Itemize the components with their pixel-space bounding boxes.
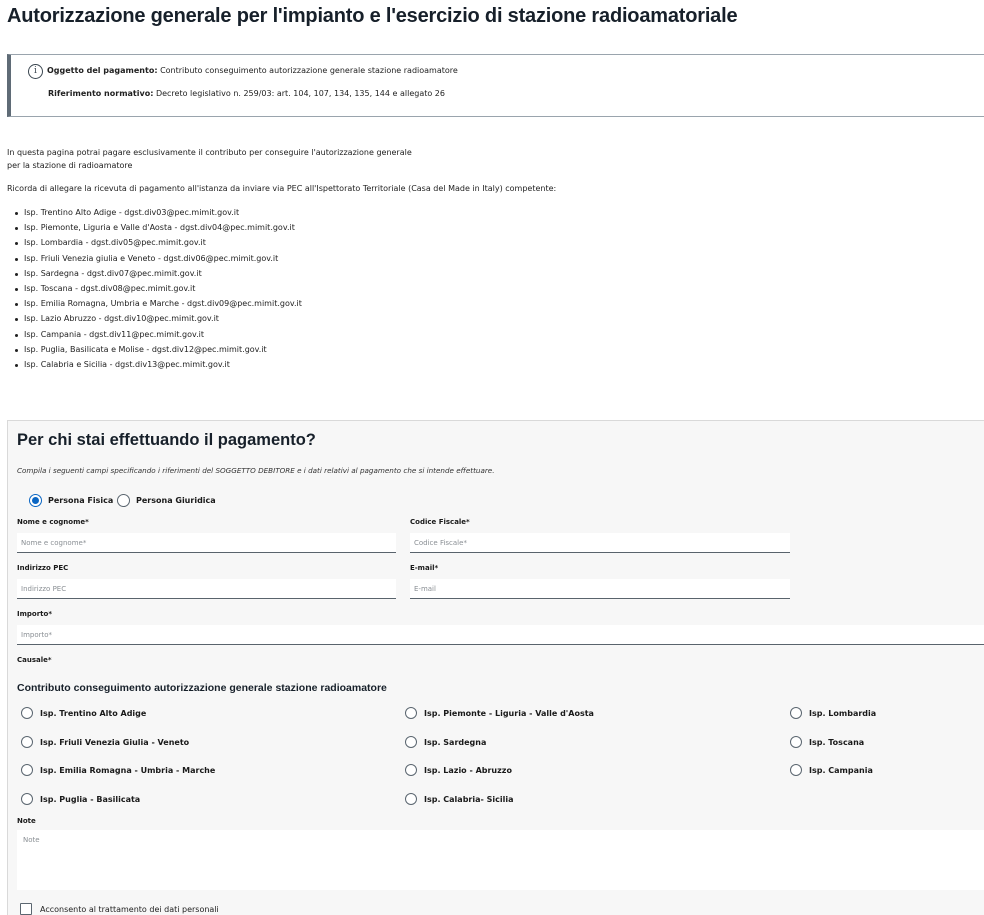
radio-unselected-icon[interactable] [790, 707, 802, 719]
intro-line-1: In questa pagina potrai pagare esclusivamente il contributo per conseguire l'autorizzazione generale [7, 148, 412, 157]
form-title: Per chi stai effettuando il pagamento? [17, 431, 316, 449]
email-input[interactable] [410, 579, 790, 599]
radio-isp-sardegna[interactable] [405, 736, 486, 748]
nome-label: Nome e cognome* [17, 518, 89, 526]
legal-reference-label: Riferimento normativo: [48, 89, 154, 98]
radio-unselected-icon[interactable] [405, 793, 417, 805]
radio-persona-fisica[interactable] [29, 494, 113, 507]
importo-label: Importo* [17, 610, 52, 618]
office-item: Isp. Piemonte, Liguria e Valle d'Aosta - dgst.div04@pec.mimit.gov.it [14, 221, 302, 236]
isp-option-label: Isp. Toscana [809, 737, 865, 747]
office-item: Isp. Lombardia - dgst.div05@pec.mimit.gov.it [14, 236, 302, 251]
info-icon: i [28, 64, 43, 79]
causale-title: Contributo conseguimento autorizzazione generale stazione radioamatore [17, 682, 387, 694]
radio-unselected-icon[interactable] [790, 764, 802, 776]
office-item: Isp. Puglia, Basilicata e Molise - dgst.div12@pec.mimit.gov.it [14, 343, 302, 358]
radio-isp-emilia[interactable] [21, 764, 215, 776]
form-instructions: Compila i seguenti campi specificando i riferimenti del SOGGETTO DEBITORE e i dati relativi al pagamento che si intende effettuare. [17, 466, 495, 475]
radio-isp-toscana[interactable] [790, 736, 864, 748]
isp-option-label: Isp. Trentino Alto Adige [40, 708, 147, 718]
legal-reference [48, 89, 445, 98]
radio-isp-calabria[interactable] [405, 793, 514, 805]
radio-persona-giuridica-label: Persona Giuridica [136, 496, 216, 505]
office-item: Isp. Friuli Venezia giulia e Veneto - dgst.div06@pec.mimit.gov.it [14, 252, 302, 267]
page-title: Autorizzazione generale per l'impianto e l'esercizio di stazione radioamatoriale [7, 5, 738, 27]
payment-subject-label: Oggetto del pagamento: [47, 66, 158, 75]
codice-fiscale-label: Codice Fiscale* [410, 518, 470, 526]
note-label: Note [17, 817, 36, 825]
pec-label: Indirizzo PEC [17, 564, 69, 572]
radio-unselected-icon[interactable] [405, 764, 417, 776]
isp-option-label: Isp. Friuli Venezia Giulia - Veneto [40, 737, 190, 747]
radio-unselected-icon[interactable] [790, 736, 802, 748]
radio-unselected-icon[interactable] [21, 764, 33, 776]
radio-isp-puglia[interactable] [21, 793, 140, 805]
codice-fiscale-input[interactable] [410, 533, 790, 553]
causale-label: Causale* [17, 656, 52, 664]
radio-isp-lazio[interactable] [405, 764, 512, 776]
radio-unselected-icon[interactable] [117, 494, 130, 507]
isp-option-label: Isp. Lombardia [809, 708, 877, 718]
radio-persona-giuridica[interactable] [117, 494, 216, 507]
importo-input[interactable] [17, 625, 984, 645]
office-item: Isp. Campania - dgst.div11@pec.mimit.gov.it [14, 328, 302, 343]
office-item: Isp. Toscana - dgst.div08@pec.mimit.gov.it [14, 282, 302, 297]
reminder-text: Ricorda di allegare la ricevuta di pagamento all'istanza da inviare via PEC all'Ispettorato Territoriale (Casa del Made in Italy) competente: [7, 184, 557, 193]
radio-unselected-icon[interactable] [405, 736, 417, 748]
radio-unselected-icon[interactable] [21, 793, 33, 805]
payment-subject-value: Contributo conseguimento autorizzazione generale stazione radioamatore [160, 66, 458, 75]
isp-option-label: Isp. Sardegna [424, 737, 487, 747]
office-item: Isp. Emilia Romagna, Umbria e Marche - dgst.div09@pec.mimit.gov.it [14, 297, 302, 312]
radio-unselected-icon[interactable] [21, 707, 33, 719]
isp-option-label: Isp. Puglia - Basilicata [40, 794, 141, 804]
radio-isp-friuli[interactable] [21, 736, 189, 748]
radio-isp-campania[interactable] [790, 764, 873, 776]
payer-form-panel [7, 420, 984, 915]
isp-option-label: Isp. Emilia Romagna - Umbria - Marche [40, 765, 216, 775]
radio-selected-icon[interactable] [29, 494, 42, 507]
pec-input[interactable] [17, 579, 396, 599]
radio-isp-trentino[interactable] [21, 707, 146, 719]
consent-label: Acconsento al trattamento dei dati personali [40, 904, 219, 914]
payment-subject [47, 66, 458, 75]
consent-checkbox-row[interactable] [20, 903, 219, 915]
office-item: Isp. Lazio Abruzzo - dgst.div10@pec.mimit.gov.it [14, 312, 302, 327]
radio-persona-fisica-label: Persona Fisica [48, 496, 114, 505]
intro-line-2: per la stazione di radioamatore [7, 161, 133, 170]
radio-isp-piemonte[interactable] [405, 707, 594, 719]
payment-info-box [7, 54, 984, 117]
isp-option-label: Isp. Piemonte - Liguria - Valle d'Aosta [424, 708, 594, 718]
note-textarea[interactable] [17, 830, 984, 890]
intro-text [7, 146, 412, 172]
isp-option-label: Isp. Campania [809, 765, 873, 775]
radio-isp-lombardia[interactable] [790, 707, 876, 719]
email-label: E-mail* [410, 564, 439, 572]
office-item: Isp. Sardegna - dgst.div07@pec.mimit.gov.it [14, 267, 302, 282]
nome-cognome-input[interactable] [17, 533, 396, 553]
isp-option-label: Isp. Lazio - Abruzzo [424, 765, 512, 775]
radio-unselected-icon[interactable] [21, 736, 33, 748]
office-item: Isp. Trentino Alto Adige - dgst.div03@pec.mimit.gov.it [14, 206, 302, 221]
office-list [14, 206, 302, 373]
isp-option-label: Isp. Calabria- Sicilia [424, 794, 514, 804]
radio-unselected-icon[interactable] [405, 707, 417, 719]
legal-reference-value: Decreto legislativo n. 259/03: art. 104, 107, 134, 135, 144 e allegato 26 [155, 89, 445, 98]
office-item: Isp. Calabria e Sicilia - dgst.div13@pec.mimit.gov.it [14, 358, 302, 373]
consent-checkbox[interactable] [20, 903, 32, 915]
